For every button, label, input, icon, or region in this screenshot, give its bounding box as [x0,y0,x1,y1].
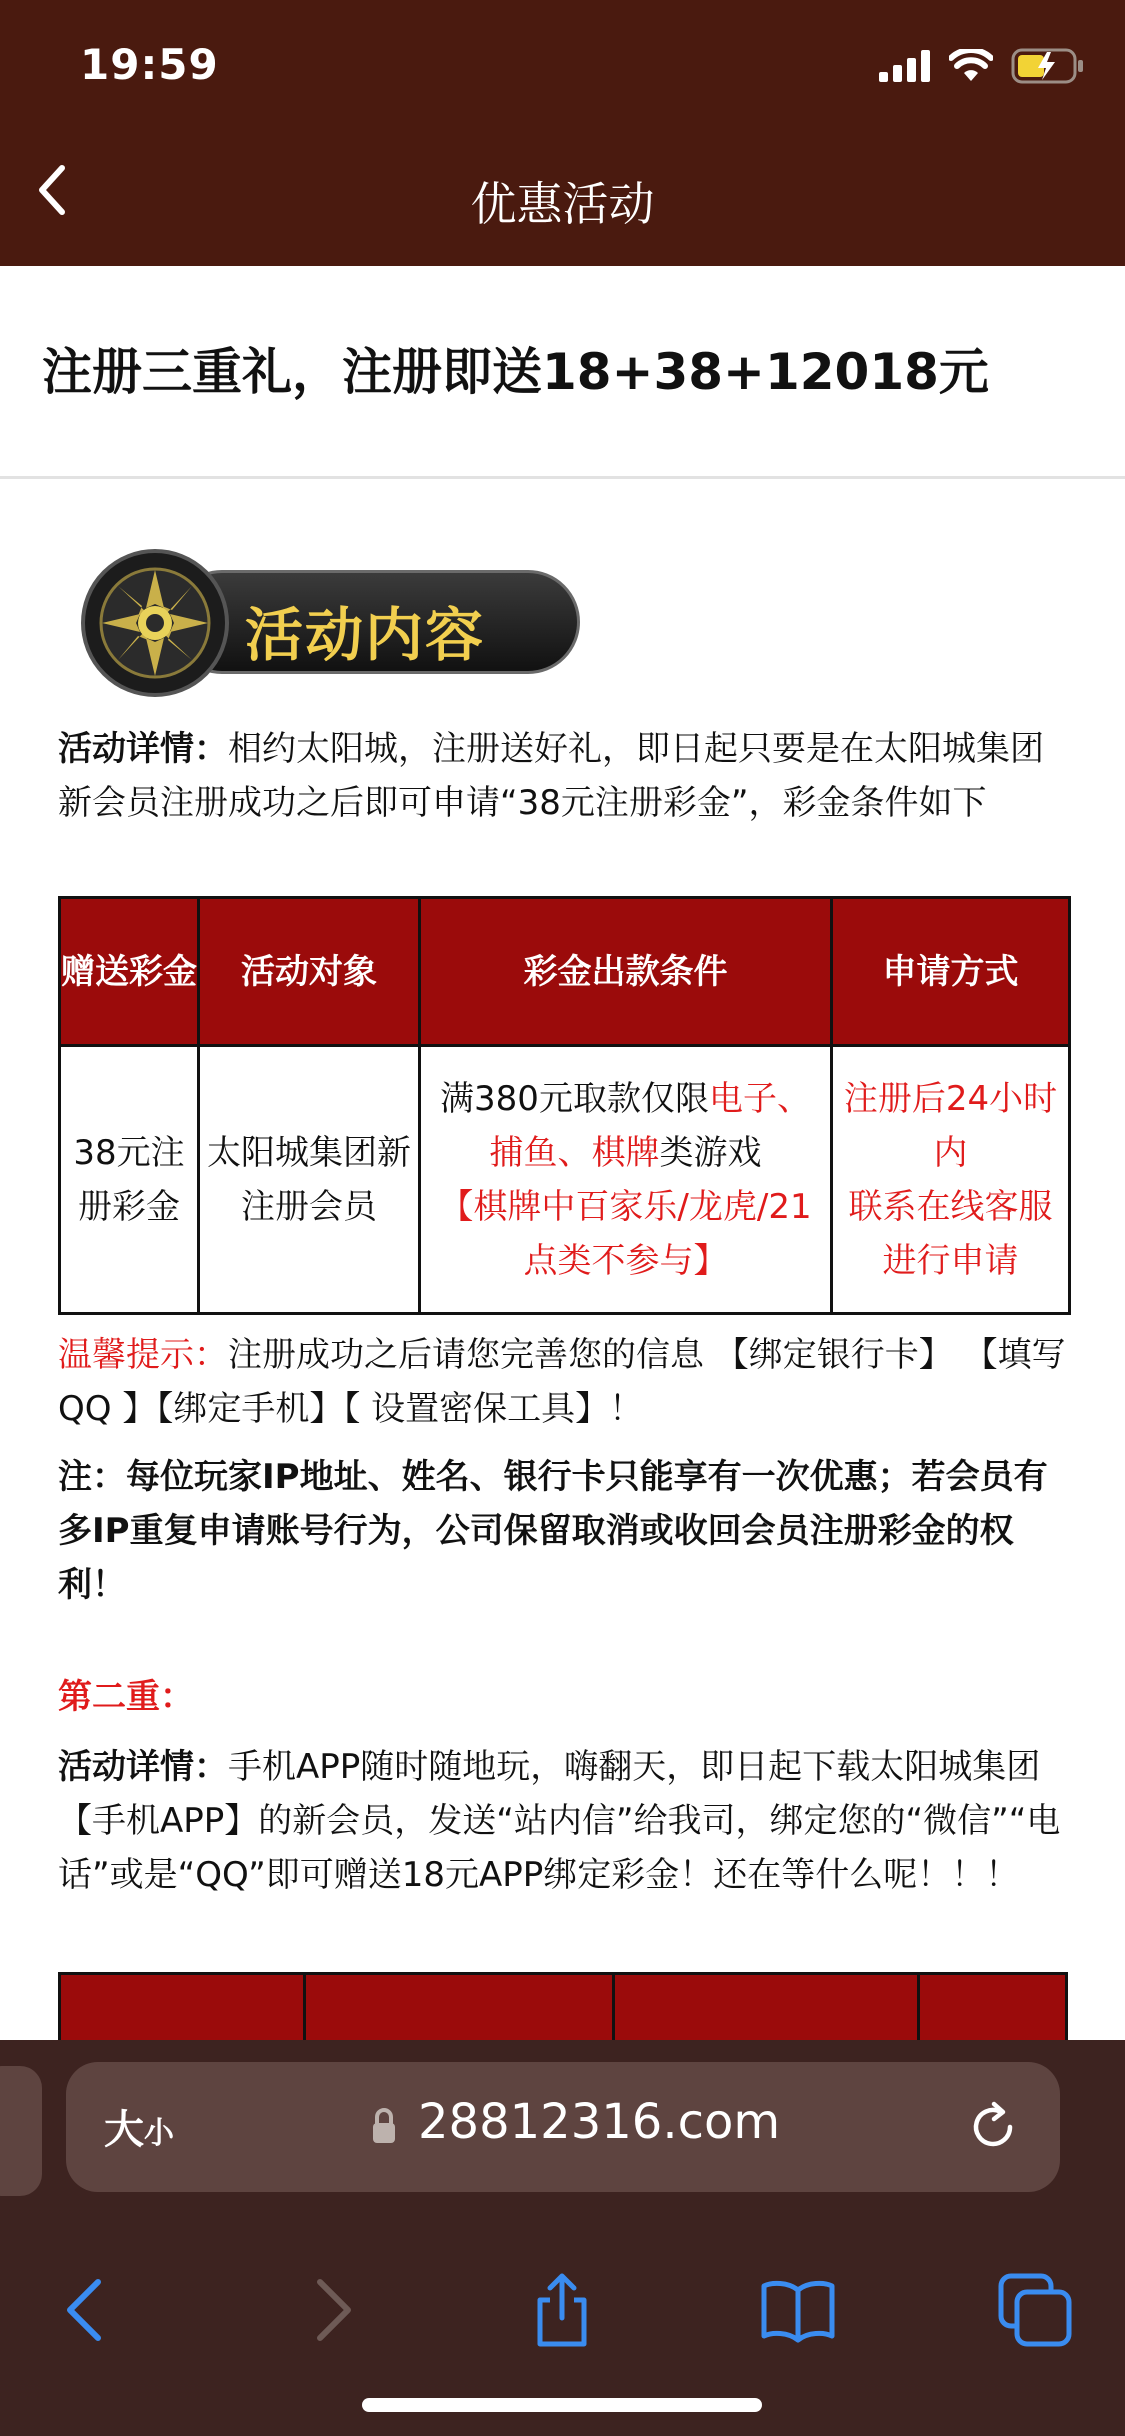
text-size-small: 小 [144,2116,174,2151]
condition-exclusion: 【棋牌中百家乐/龙虎/21点类不参与】 [439,1186,812,1281]
nav-title: 优惠活动 [470,177,655,231]
table-header-row [60,898,1070,1046]
details-label: 活动详情： [58,1747,228,1787]
url-text[interactable]: 28812316.com [418,2094,781,2150]
table-header-cell: 申请方式 [832,898,1070,1046]
share-icon[interactable] [522,2270,602,2350]
top-bar [0,0,1125,266]
activity-content-badge [80,548,580,698]
condition-prefix: 满380元取款仅限 [440,1078,709,1119]
table-header-cell: 赠送彩金 [60,898,199,1046]
tabs-icon[interactable] [995,2270,1075,2350]
bonus-cell: 38元注册彩金 [60,1046,199,1314]
tip-label: 温馨提示： [58,1335,228,1375]
browser-toolbar [0,2040,1125,2436]
wifi-icon [949,49,993,83]
details-text: 相约太阳城，注册送好礼，即日起只要是在太阳城集团新会员注册成功之后即可申请“38元注册彩金”，彩金条件如下 [58,729,1044,823]
badge-label: 活动内容 [245,601,486,669]
tip-text: 注册成功之后请您完善您的信息 【绑定银行卡】 【填写QQ 】【绑定手机】【 设置密保工具】！ [58,1335,1066,1429]
reload-icon[interactable] [966,2100,1020,2154]
details-paragraph [58,722,1068,830]
details-label: 活动详情： [58,729,228,769]
apply-method: 联系在线客服进行申请 [848,1186,1053,1281]
details-text: 手机APP随时随地玩，嗨翻天，即日起下载太阳城集团【手机APP】的新会员，发送“站内信”给我司，绑定您的“微信”“电话”或是“QQ”即可赠送18元APP绑定彩金！还在等什么呢！！！ [58,1747,1061,1895]
text-size-button[interactable] [104,2098,174,2155]
text-size-big: 大 [104,2107,144,2153]
condition-cell [420,1046,832,1314]
status-icons [879,46,1085,86]
apply-cell [832,1046,1070,1314]
section2-heading: 第二重： [58,1677,194,1717]
condition-games: 电子、捕鱼、棋牌 [489,1078,811,1173]
target-cell: 太阳城集团新注册会员 [199,1046,420,1314]
home-indicator [362,2398,762,2412]
previous-tab-preview[interactable] [0,2066,42,2196]
status-time: 19:59 [80,40,219,89]
condition-suffix: 类游戏 [659,1132,762,1173]
lock-icon [371,2106,397,2146]
forward-nav-icon[interactable] [290,2270,370,2350]
cellular-signal-icon [879,50,931,82]
bonus-table [58,896,1071,1315]
address-bar[interactable] [66,2062,1060,2192]
battery-charging-icon [1011,48,1085,84]
medal-icon [80,548,230,698]
divider [0,476,1125,479]
table-header-cell: 活动对象 [199,898,420,1046]
tip-paragraph [58,1328,1068,1436]
note-paragraph: 注：每位玩家IP地址、姓名、银行卡只能享有一次优惠；若会员有多IP重复申请账号行为，公司保留取消或收回会员注册彩金的权利！ [58,1457,1048,1605]
section2-details [58,1740,1068,1902]
bookmarks-icon[interactable] [758,2270,838,2350]
apply-time: 注册后24小时内 [843,1078,1058,1173]
page-title: 注册三重礼，注册即送18+38+12018元 [42,343,989,401]
back-nav-icon[interactable] [48,2270,128,2350]
table-header-cell: 彩金出款条件 [420,898,832,1046]
table-row [60,1046,1070,1314]
